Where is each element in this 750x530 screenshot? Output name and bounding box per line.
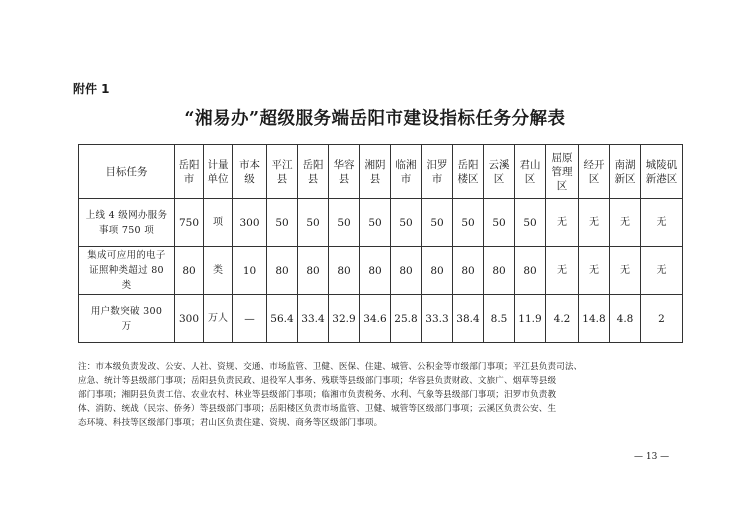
table-cell: 2 bbox=[641, 295, 683, 343]
column-header-text: 经开 bbox=[583, 158, 605, 171]
table-cell: 750 bbox=[175, 199, 204, 247]
table-cell: 50 bbox=[298, 199, 329, 247]
column-header-text: 市 bbox=[431, 172, 443, 185]
table-cell: 无 bbox=[579, 199, 610, 247]
table-cell: 50 bbox=[484, 199, 515, 247]
table-cell: 项 bbox=[204, 199, 233, 247]
table-cell: 80 bbox=[484, 247, 515, 295]
table-cell: 80 bbox=[515, 247, 546, 295]
table-cell: 无 bbox=[546, 199, 579, 247]
column-header-text: 区 bbox=[588, 172, 600, 185]
table-cell: 50 bbox=[267, 199, 298, 247]
column-header-text: 湘阴 bbox=[364, 158, 386, 171]
table-cell: 38.4 bbox=[453, 295, 484, 343]
table-cell: 无 bbox=[641, 247, 683, 295]
column-header-text: 新区 bbox=[614, 172, 636, 185]
column-header bbox=[298, 145, 329, 199]
table-cell: 11.9 bbox=[515, 295, 546, 343]
task-cell bbox=[79, 247, 175, 295]
table-cell: 50 bbox=[360, 199, 391, 247]
column-header-text: 县 bbox=[307, 172, 319, 185]
column-header-text: 南湖 bbox=[614, 158, 636, 171]
column-header-text: 城陵矶 bbox=[645, 158, 678, 171]
column-header bbox=[484, 145, 515, 199]
document-title: “湘易办”超级服务端岳阳市建设指标任务分解表 bbox=[184, 109, 566, 129]
table-cell: 10 bbox=[233, 247, 267, 295]
task-text: 用户数突破 300 万 bbox=[90, 305, 163, 332]
column-header bbox=[610, 145, 641, 199]
column-header-text: 临湘 bbox=[395, 158, 417, 171]
table-cell: 50 bbox=[515, 199, 546, 247]
table-cell: 无 bbox=[579, 247, 610, 295]
column-header-text: 屈原 bbox=[551, 151, 573, 164]
table-cell: 300 bbox=[233, 199, 267, 247]
column-header-text: 县 bbox=[276, 172, 288, 185]
column-header-text: 管理 bbox=[551, 165, 573, 178]
column-header-text: 岳阳 bbox=[457, 158, 479, 171]
table-cell: 80 bbox=[267, 247, 298, 295]
column-header-text: 县 bbox=[338, 172, 350, 185]
column-header-text: 区 bbox=[556, 179, 568, 192]
table-cell: 50 bbox=[391, 199, 422, 247]
table-cell: 80 bbox=[175, 247, 204, 295]
column-header-text: 市 bbox=[183, 172, 195, 185]
table-cell: 50 bbox=[453, 199, 484, 247]
column-header bbox=[360, 145, 391, 199]
footnote-line: 体、消防、统战（民宗、侨务）等县级部门事项；岳阳楼区负责市场监管、卫健、城管等区级部门事项；云溪区负责公安、生 bbox=[78, 404, 557, 414]
column-header bbox=[233, 145, 267, 199]
table-cell: 34.6 bbox=[360, 295, 391, 343]
column-header bbox=[453, 145, 484, 199]
column-header-text: 君山 bbox=[519, 158, 541, 171]
table-cell: 33.3 bbox=[422, 295, 453, 343]
column-header-text: 华容 bbox=[333, 158, 355, 171]
column-header-text: 目标任务 bbox=[105, 165, 148, 178]
column-header bbox=[329, 145, 360, 199]
table-cell: 33.4 bbox=[298, 295, 329, 343]
column-header-text: 汨罗 bbox=[426, 158, 448, 171]
table-cell: 无 bbox=[546, 247, 579, 295]
table-cell: 4.2 bbox=[546, 295, 579, 343]
column-header-text: 楼区 bbox=[457, 172, 479, 185]
task-cell bbox=[79, 199, 175, 247]
table-cell: 80 bbox=[329, 247, 360, 295]
column-header bbox=[422, 145, 453, 199]
column-header-text: 云溪 bbox=[488, 158, 510, 171]
column-header-text: 县 bbox=[369, 172, 381, 185]
table-cell: 300 bbox=[175, 295, 204, 343]
column-header bbox=[204, 145, 233, 199]
column-header bbox=[579, 145, 610, 199]
table-cell: 类 bbox=[204, 247, 233, 295]
table-cell: 无 bbox=[610, 199, 641, 247]
column-header bbox=[391, 145, 422, 199]
task-breakdown-table bbox=[78, 144, 683, 343]
table-cell: 万人 bbox=[204, 295, 233, 343]
table-cell: 80 bbox=[298, 247, 329, 295]
task-text: 集成可应用的电子 bbox=[87, 250, 166, 261]
column-header-text: 岳阳 bbox=[178, 158, 200, 171]
table-cell: — bbox=[233, 295, 267, 343]
table-cell: 14.8 bbox=[579, 295, 610, 343]
table-cell: 50 bbox=[329, 199, 360, 247]
column-header bbox=[79, 145, 175, 199]
column-header bbox=[641, 145, 683, 199]
page-number: — 13 — bbox=[634, 452, 670, 462]
column-header-text: 级 bbox=[244, 172, 255, 185]
task-text: 证照种类超过 80 类 bbox=[89, 265, 164, 291]
footnote-line: 注：市本级负责发改、公安、人社、资规、交通、市场监管、卫健、医保、住建、城管、公积金等市级部门事项；平江县负责司法、 bbox=[78, 362, 583, 372]
table-cell: 80 bbox=[391, 247, 422, 295]
table-cell: 50 bbox=[422, 199, 453, 247]
table-row bbox=[79, 199, 683, 247]
column-header-text: 新港区 bbox=[645, 172, 678, 185]
attachment-label: 附件 1 bbox=[73, 82, 110, 96]
task-text: 事项 750 项 bbox=[98, 224, 155, 236]
task-cell bbox=[79, 295, 175, 343]
table-cell: 32.9 bbox=[329, 295, 360, 343]
column-header-text: 区 bbox=[493, 172, 505, 185]
table-cell: 8.5 bbox=[484, 295, 515, 343]
column-header-text: 平江 bbox=[271, 158, 293, 171]
column-header-text: 计量 bbox=[207, 158, 229, 171]
table-cell: 25.8 bbox=[391, 295, 422, 343]
footnote-line: 态环境、科技等区级部门事项；君山区负责住建、资规、商务等区级部门事项。 bbox=[78, 418, 383, 428]
table-header-row bbox=[79, 145, 683, 199]
column-header-text: 市本 bbox=[239, 158, 260, 171]
table-cell: 80 bbox=[422, 247, 453, 295]
table-cell: 80 bbox=[360, 247, 391, 295]
column-header-text: 市 bbox=[400, 172, 412, 185]
footnote-line: 应急、统计等县级部门事项；岳阳县负责民政、退役军人事务、残联等县级部门事项；华容县负责财政、文旅广、烟草等县级 bbox=[78, 376, 557, 386]
table-row bbox=[79, 295, 683, 343]
column-header-text: 岳阳 bbox=[302, 158, 324, 171]
column-header bbox=[267, 145, 298, 199]
table-cell: 56.4 bbox=[267, 295, 298, 343]
table-footnote bbox=[78, 360, 678, 430]
column-header-text: 区 bbox=[524, 172, 536, 185]
table-cell: 无 bbox=[610, 247, 641, 295]
footnote-line: 部门事项；湘阴县负责工信、农业农村、林业等县级部门事项；临湘市负责税务、水利、气象等县级部门事项；汨罗市负责教 bbox=[78, 390, 557, 400]
column-header-text: 单位 bbox=[207, 172, 229, 185]
task-text: 上线 4 级网办服务 bbox=[85, 209, 168, 221]
table-row bbox=[79, 247, 683, 295]
column-header bbox=[546, 145, 579, 199]
table-cell: 80 bbox=[453, 247, 484, 295]
column-header bbox=[515, 145, 546, 199]
table-cell: 4.8 bbox=[610, 295, 641, 343]
table-cell: 无 bbox=[641, 199, 683, 247]
column-header bbox=[175, 145, 204, 199]
